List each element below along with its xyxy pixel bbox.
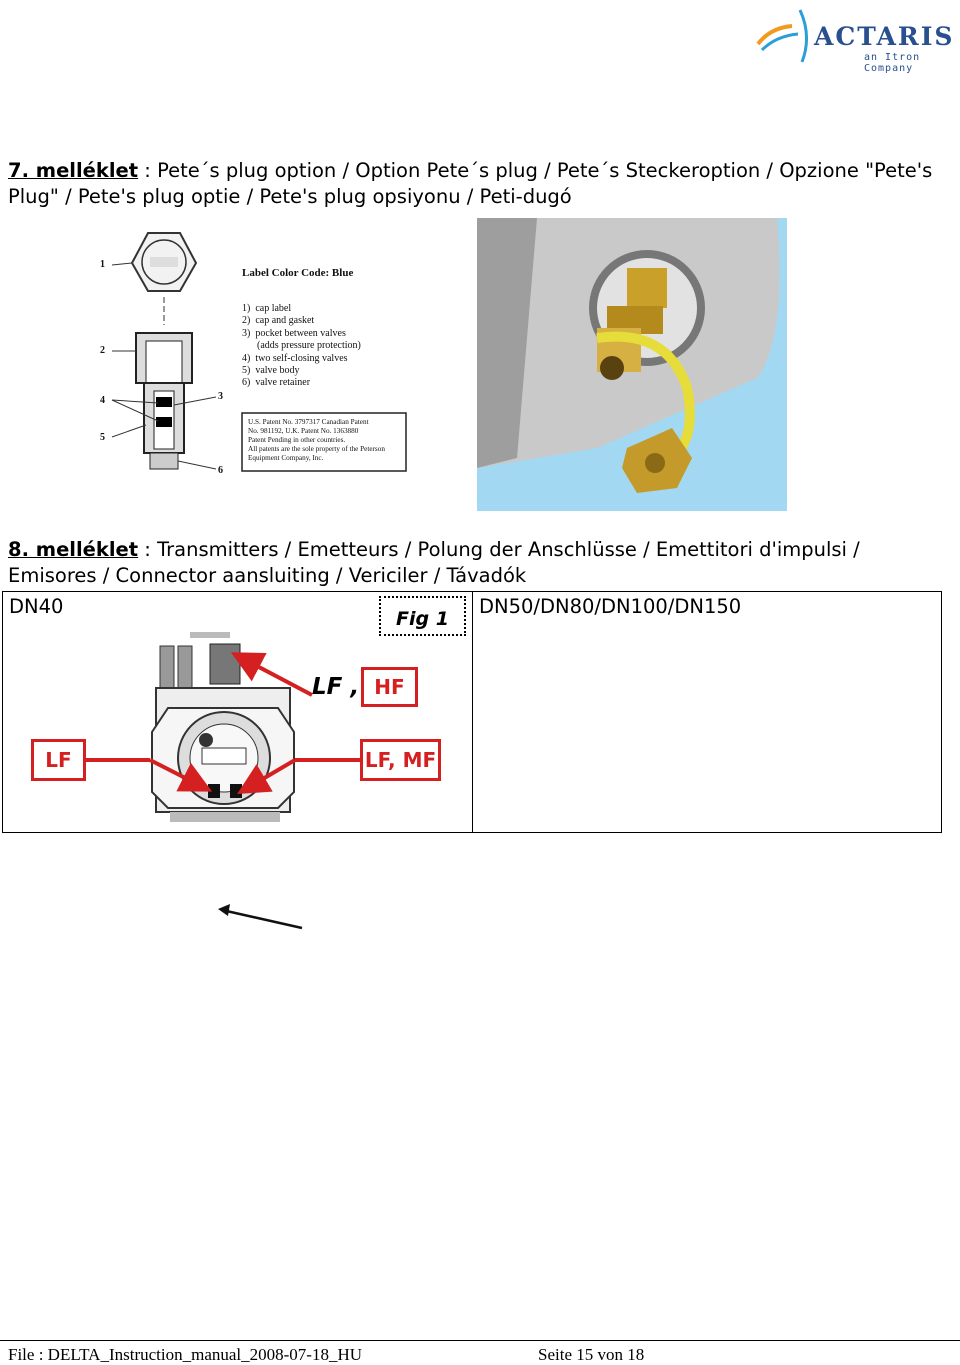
legend-item: 1) cap label bbox=[242, 303, 292, 314]
patent-notice bbox=[248, 418, 404, 463]
section-7-number: 7. melléklet bbox=[8, 159, 139, 182]
section-8-heading bbox=[8, 537, 953, 589]
legend-item: 5) valve body bbox=[242, 365, 300, 377]
component-legend bbox=[242, 303, 361, 390]
patent-line: No. 981192, U.K. Patent No. 1363880 bbox=[248, 427, 359, 435]
section-8-number: 8. melléklet bbox=[8, 538, 139, 561]
legend-item: (adds pressure protection) bbox=[242, 340, 361, 352]
footer-file: File : DELTA_Instruction_manual_2008-07-18_HU bbox=[8, 1345, 363, 1364]
hf-tag: HF bbox=[361, 667, 418, 707]
dn40-header: DN40 bbox=[9, 595, 64, 618]
lf-tag: LF bbox=[31, 739, 86, 781]
fig-1-text: Fig 1 bbox=[396, 608, 449, 630]
callout-5: 5 bbox=[100, 432, 105, 443]
lf-hf-prefix-label: LF , bbox=[312, 674, 360, 700]
section-7-heading bbox=[8, 158, 953, 210]
footer-rule bbox=[0, 1340, 960, 1341]
connector-arrows bbox=[0, 640, 470, 810]
patent-line: Equipment Company, Inc. bbox=[248, 454, 324, 462]
fig-1-label bbox=[379, 596, 466, 636]
callout-4: 4 bbox=[100, 395, 105, 406]
label-color-code: Label Color Code: Blue bbox=[242, 267, 354, 279]
callout-3: 3 bbox=[218, 391, 223, 402]
lf-mf-tag: LF, MF bbox=[360, 739, 441, 781]
legend-item: 6) valve retainer bbox=[242, 377, 311, 389]
logo-name: ACTARIS bbox=[814, 22, 955, 51]
footer-page: Seite 15 von 18 bbox=[538, 1345, 645, 1364]
logo bbox=[752, 6, 958, 74]
patent-line: Patent Pending in other countries. bbox=[248, 436, 346, 444]
section-8-text: : Transmitters / Emetteurs / Polung der Anschlüsse / Emettitori d'impulsi / Emisores / Connector aansluiting / Vericiler / Távadók bbox=[8, 538, 860, 587]
petes-plug-photo bbox=[477, 218, 787, 511]
logo-swoosh-icon bbox=[752, 6, 812, 66]
callout-2: 2 bbox=[100, 345, 105, 356]
legend-item: 2) cap and gasket bbox=[242, 315, 315, 327]
dn50-dn150-header: DN50/DN80/DN100/DN150 bbox=[479, 595, 742, 618]
callout-1: 1 bbox=[100, 259, 105, 270]
logo-subtitle: an Itron Company bbox=[864, 52, 921, 74]
black-arrow bbox=[214, 900, 306, 934]
legend-item: 3) pocket between valves bbox=[242, 327, 346, 339]
petes-plug-diagram bbox=[98, 225, 410, 477]
plug-photo-illustration bbox=[477, 218, 787, 511]
callout-6: 6 bbox=[218, 465, 223, 476]
section-7-text: : Pete´s plug option / Option Pete´s plug / Pete´s Steckeroption / Opzione "Pete's Plug" / Pete's plug optie / Pete's plug opsiyonu / Peti-dugó bbox=[8, 159, 933, 208]
patent-line: All patents are the sole property of the Peterson bbox=[248, 445, 385, 453]
table-divider bbox=[472, 592, 473, 832]
legend-item: 4) two self-closing valves bbox=[242, 352, 348, 364]
patent-line: U.S. Patent No. 3797317 Canadian Patent bbox=[248, 418, 369, 426]
